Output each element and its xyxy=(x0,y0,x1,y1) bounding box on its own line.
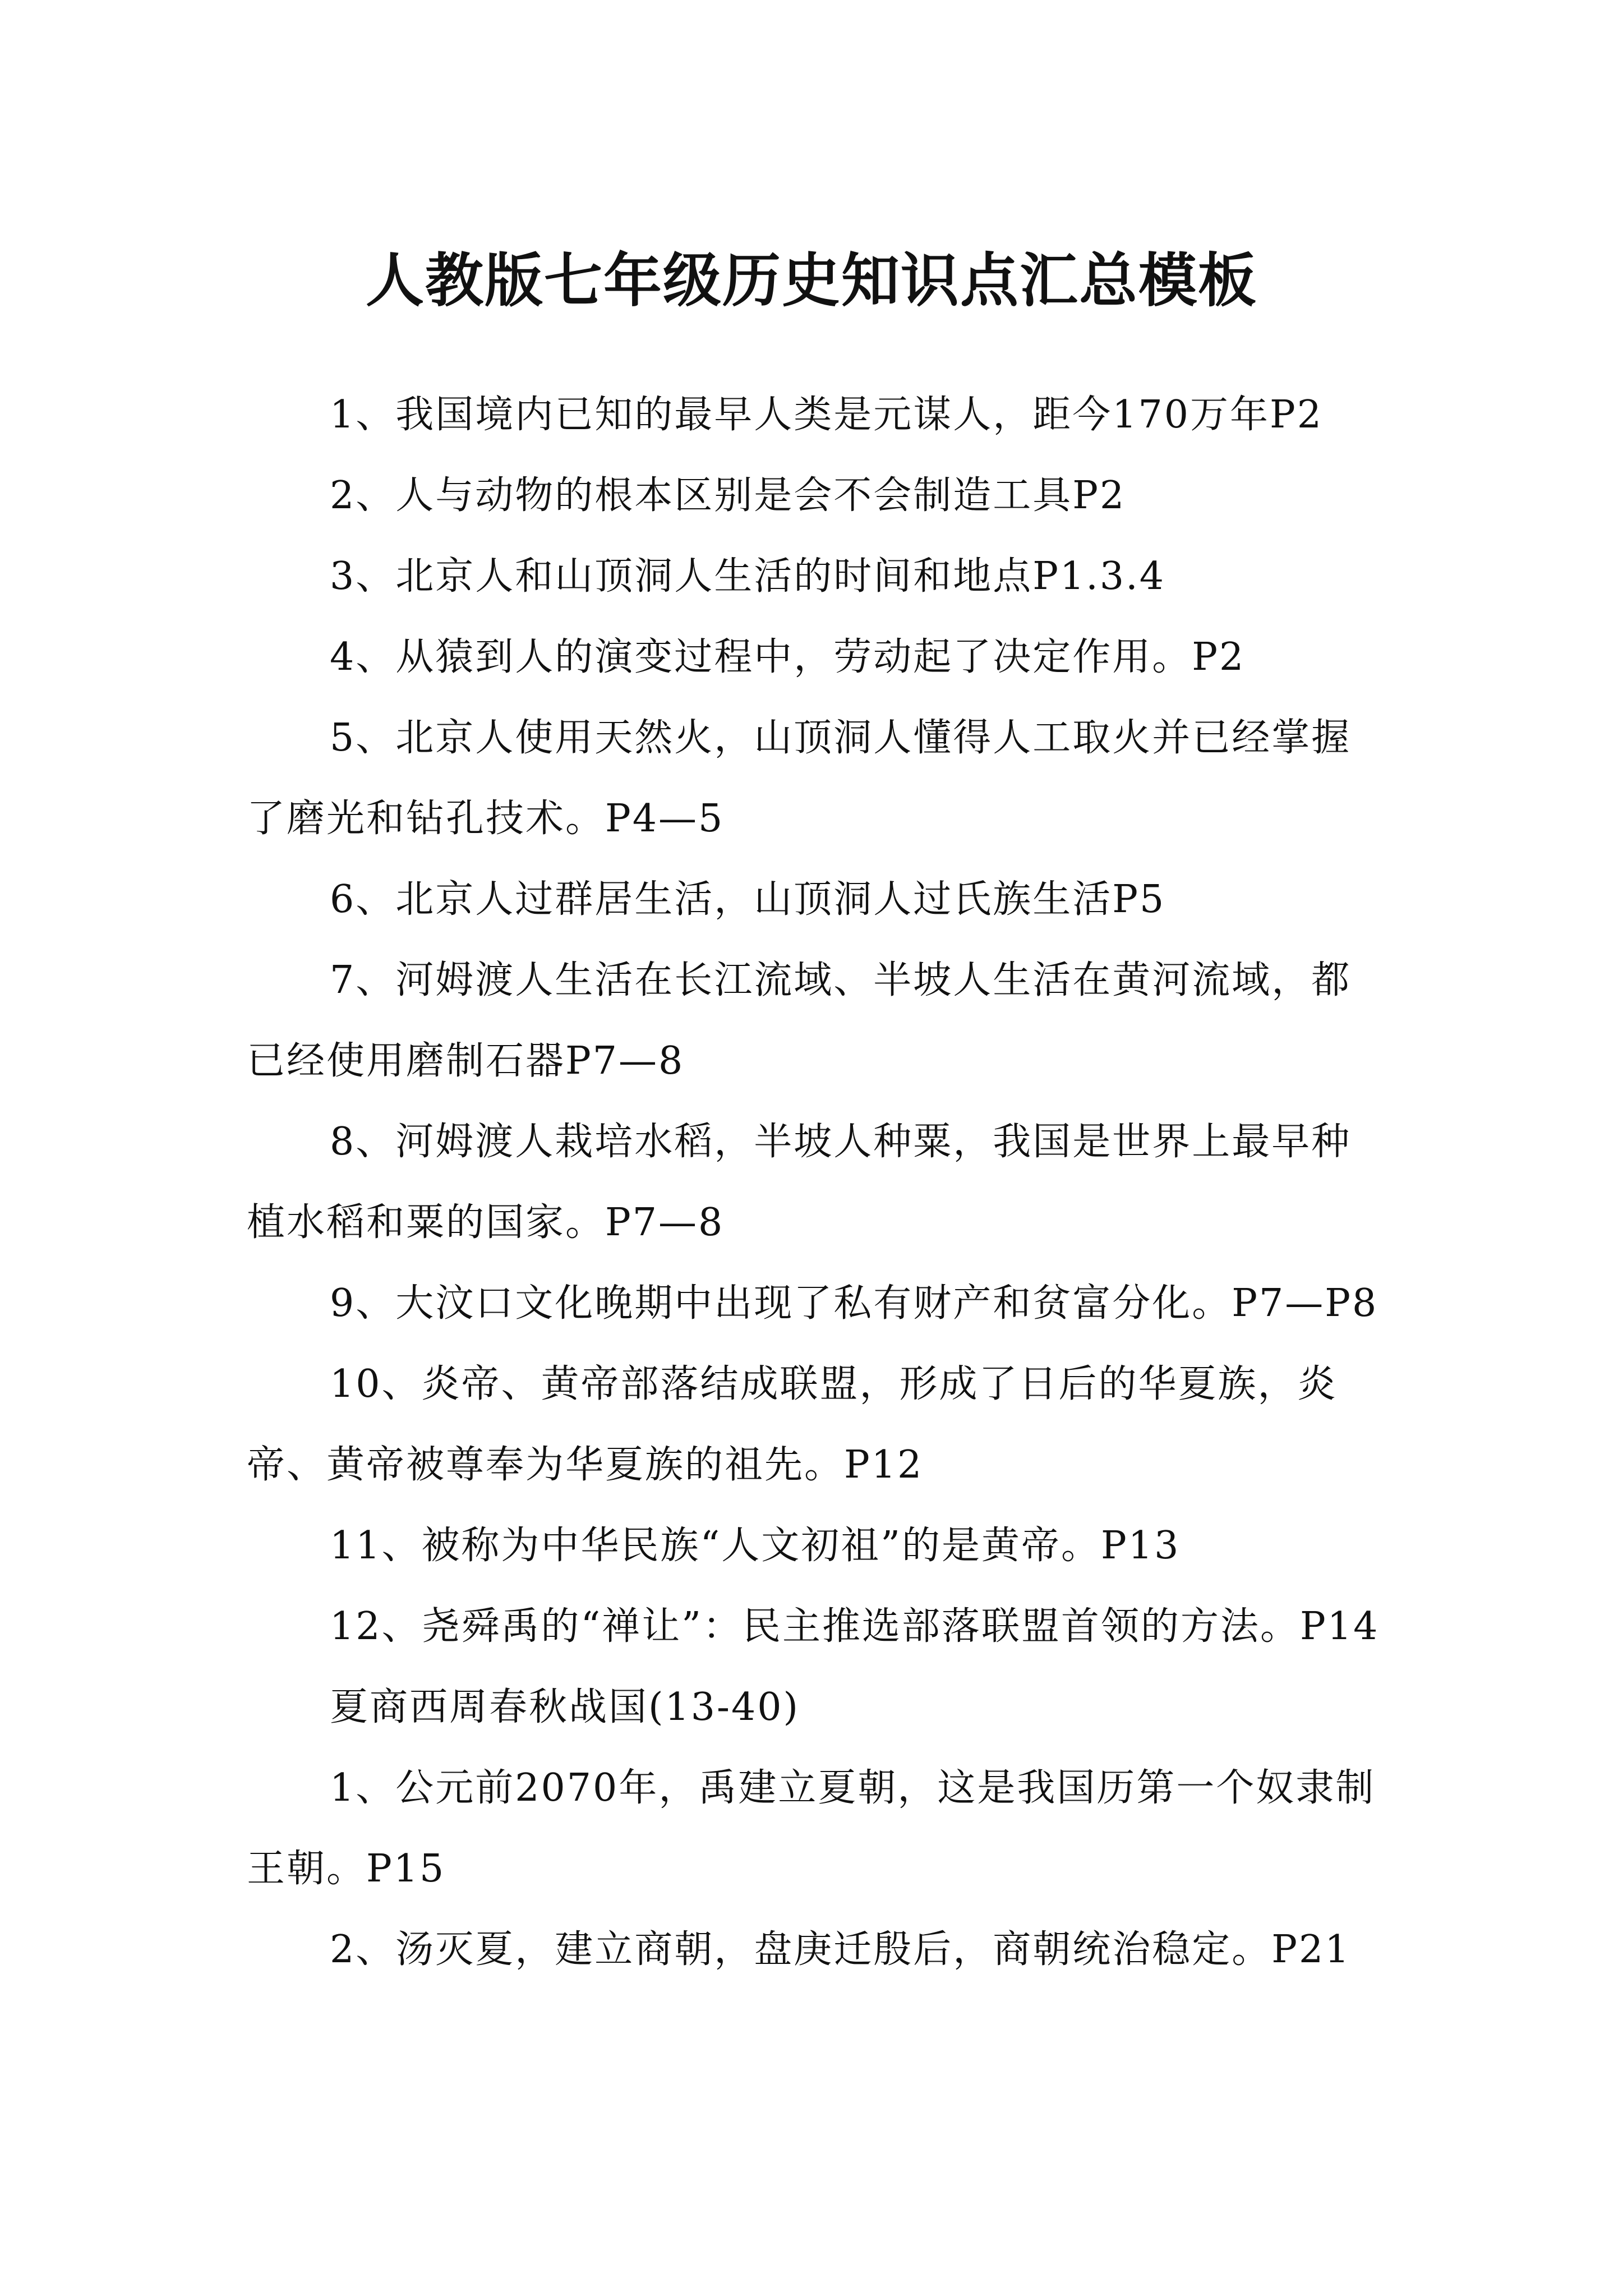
paragraph: 9、大汶口文化晚期中出现了私有财产和贫富分化。P7—P8 xyxy=(330,1281,1378,1326)
paragraph: 5、北京人使用天然火，山顶洞人懂得人工取火并已经掌握了磨光和钻孔技术。P4—5 xyxy=(247,716,1352,841)
paragraph: 1、我国境内已知的最早人类是元谋人，距今170万年P2 xyxy=(330,393,1324,437)
paragraph: 7、河姆渡人生活在长江流域、半坡人生活在黄河流域，都已经使用磨制石器P7—8 xyxy=(247,958,1352,1083)
paragraph: 3、北京人和山顶洞人生活的时间和地点P1.3.4 xyxy=(330,554,1166,599)
paragraph: 2、人与动物的根本区别是会不会制造工具P2 xyxy=(330,473,1126,518)
paragraph: 4、从猿到人的演变过程中，劳动起了决定作用。P2 xyxy=(330,635,1246,679)
paragraph: 12、尧舜禹的“禅让”：民主推选部落联盟首领的方法。P14 xyxy=(330,1604,1380,1649)
paragraph: 2、汤灭夏，建立商朝，盘庚迁殷后，商朝统治稳定。P21 xyxy=(330,1927,1351,1972)
document-title: 人教版七年级历史知识点汇总模板 xyxy=(365,245,1257,315)
paragraph: 11、被称为中华民族“人文初祖”的是黄帝。P13 xyxy=(330,1524,1181,1568)
paragraph: 10、炎帝、黄帝部落结成联盟，形成了日后的华夏族，炎帝、黄帝被尊奉为华夏族的祖先。P12 xyxy=(247,1362,1338,1487)
paragraph: 1、公元前2070年，禹建立夏朝，这是我国历第一个奴隶制王朝。P15 xyxy=(247,1766,1376,1891)
section-heading: 夏商西周春秋战国(13-40) xyxy=(330,1685,800,1729)
paragraph: 6、北京人过群居生活，山顶洞人过氏族生活P5 xyxy=(330,877,1166,922)
paragraph: 8、河姆渡人栽培水稻，半坡人种粟，我国是世界上最早种植水稻和粟的国家。P7—8 xyxy=(247,1120,1352,1245)
document-body xyxy=(247,375,1391,1990)
